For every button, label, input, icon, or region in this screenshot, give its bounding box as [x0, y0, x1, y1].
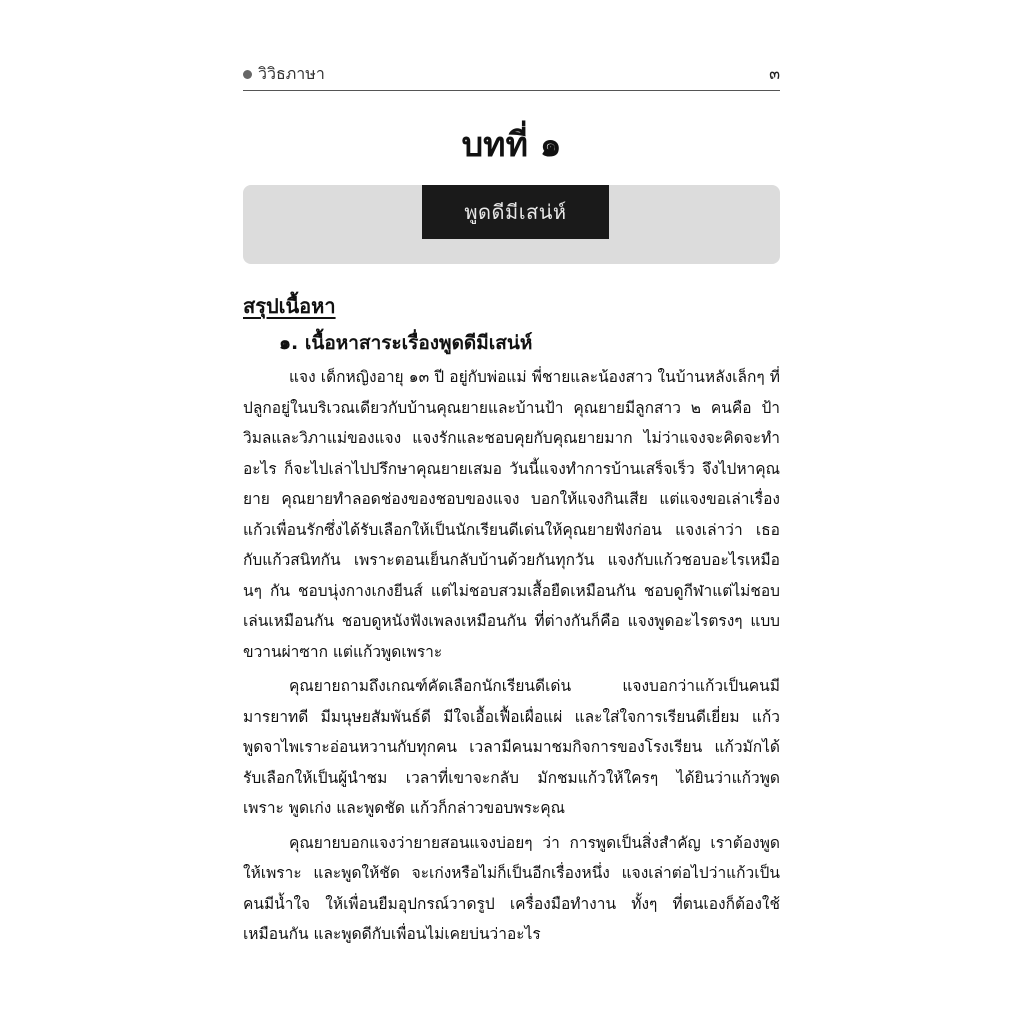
- book-title: วิวิธภาษา: [258, 63, 325, 83]
- chapter-title-panel: [243, 185, 780, 264]
- page-number: ๓: [769, 63, 780, 83]
- book-page: [243, 60, 780, 954]
- running-header: [243, 60, 780, 91]
- body-paragraph: แจง เด็กหญิงอายุ ๑๓ ปี อยู่กับพ่อแม่ พี่ชายและน้องสาว ในบ้านหลังเล็กๆ ที่ปลูกอยู่ในบริเวณเดียวกับบ้านคุณยายและบ้านป้า คุณยายมีลูกสาว ๒ คนคือ ป้าวิมลและวิภาแม่ของแจง แจงรักและชอบคุยกับคุณยายมาก ไม่ว่าแจงจะคิดจะทำอะไร ก็จะไปเล่าไปปรึกษาคุณยายเสมอ วันนี้แจงทำการบ้านเสร็จเร็ว จึงไปหาคุณยาย คุณยายทำลอดช่องของชอบของแจง บอกให้แจงกินเสีย แต่แจงขอเล่าเรื่องแก้วเพื่อนรักซึ่งได้รับเลือกให้เป็นนักเรียนดีเด่นให้คุณยายฟังก่อน แจงเล่าว่า เธอกับแก้วสนิทกัน เพราะตอนเย็นกลับบ้านด้วยกันทุกวัน แจงกับแก้วชอบอะไรเหมือนๆ กัน ชอบนุ่งกางเกงยีนส์ แต่ไม่ชอบสวมเสื้อยืดเหมือนกัน ชอบดูกีฬาแต่ไม่ชอบเล่นเหมือนกัน ชอบดูหนังฟังเพลงเหมือนกัน ที่ต่างกันก็คือ แจงพูดอะไรตรงๆ แบบขวานผ่าซาก แต่แก้วพูดเพราะ: [243, 368, 780, 661]
- chapter-heading: บทที่ ๑: [461, 125, 562, 165]
- body-paragraph: คุณยายถามถึงเกณฑ์คัดเลือกนักเรียนดีเด่น แจงบอกว่าแก้วเป็นคนมีมารยาทดี มีมนุษยสัมพันธ์ดี มีใจเอื้อเฟื้อเผื่อแผ่ และใส่ใจการเรียนดีเยี่ยม แก้วพูดจาไพเราะอ่อนหวานกับทุกคน เวลามีคนมาชมกิจการของโรงเรียน แก้วมักได้รับเลือกให้เป็นผู้นำชม เวลาที่เขาจะกลับ มักชมแก้วให้ใครๆ ได้ยินว่าแก้วพูดเพราะ พูดเก่ง และพูดชัด แก้วก็กล่าวขอบพระคุณ: [243, 677, 780, 817]
- chapter-title: พูดดีมีเสน่ห์: [422, 185, 609, 239]
- section-heading: สรุปเนื้อหา: [243, 294, 336, 318]
- body-paragraph: คุณยายบอกแจงว่ายายสอนแจงบ่อยๆ ว่า การพูดเป็นสิ่งสำคัญ เราต้องพูดให้เพราะ และพูดให้ชัด จะเก่งหรือไม่ก็เป็นอีกเรื่องหนึ่ง แจงเล่าต่อไปว่าแก้วเป็นคนมีน้ำใจ ให้เพื่อนยืมอุปกรณ์วาดรูป เครื่องมือทำงาน ทั้งๆ ที่ตนเองก็ต้องใช้เหมือนกัน และพูดดีกับเพื่อนไม่เคยบ่นว่าอะไร: [243, 833, 780, 943]
- subsection-heading: ๑. เนื้อหาสาระเรื่องพูดดีมีเสน่ห์: [279, 332, 533, 354]
- running-header-left: [243, 62, 325, 87]
- bullet-icon: [243, 70, 252, 79]
